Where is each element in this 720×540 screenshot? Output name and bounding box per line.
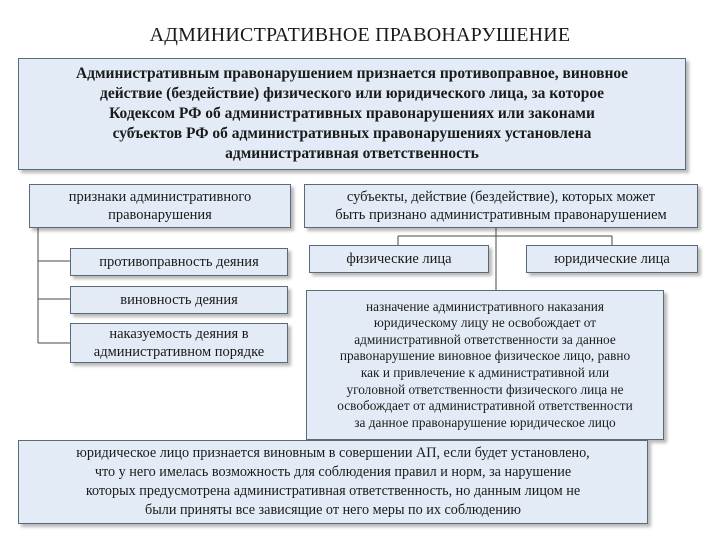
note-line: освобождает от административной ответственности <box>337 398 633 414</box>
punishability-box <box>70 323 288 363</box>
liability-note-box <box>306 290 664 440</box>
note-line: назначение административного наказания <box>365 298 605 314</box>
definition-box <box>18 58 686 170</box>
legal-guilt-line: что у него имелась возможность для соблюдения правил и норм, за нарушение <box>94 464 572 480</box>
unlawfulness-label: противоправность деяния <box>99 253 259 270</box>
signs-header-line: признаки административного <box>68 189 252 205</box>
definition-line: субъектов РФ об административных правонарушениях установлена <box>112 125 592 142</box>
note-line: за данное правонарушение юридическое лицо <box>354 414 616 430</box>
signs-header-line: правонарушения <box>108 207 212 223</box>
legal-guilt-line: были приняты все зависящие от него меры по их соблюдению <box>144 502 522 518</box>
note-line: административной ответственности за данное <box>354 331 616 347</box>
subjects-header-box <box>304 184 698 228</box>
definition-line: Кодексом РФ об административных правонарушениях или законами <box>109 105 595 122</box>
guilt-box <box>70 286 288 314</box>
note-line: уголовной ответственности физического лица не <box>346 381 624 397</box>
note-line: как и привлечение к административной или <box>360 365 610 380</box>
legal-entities-label: юридические лица <box>554 250 670 267</box>
note-line: правонарушение виновное физическое лицо, равно <box>339 348 631 364</box>
punishability-line: административном порядке <box>93 344 265 360</box>
unlawfulness-box <box>70 248 288 276</box>
legal-guilt-line: юридическое лицо признается виновным в совершении АП, если будет установлено, <box>76 445 590 461</box>
subjects-header-line: быть признано административным правонарушением <box>335 207 667 223</box>
legal-entity-guilt-box <box>18 440 648 524</box>
definition-line: Административным правонарушением признается противоправное, виновное <box>75 65 629 82</box>
legal-entities-box <box>526 245 698 273</box>
subjects-header-line: субъекты, действие (бездействие), которых может <box>346 189 656 205</box>
legal-guilt-line: которых предусмотрена административная ответственность, но данным лицом не <box>85 483 581 499</box>
guilt-label: виновность деяния <box>120 291 238 308</box>
physical-persons-box <box>309 245 489 273</box>
definition-line: административная ответственность <box>225 145 479 162</box>
physical-persons-label: физические лица <box>346 250 452 267</box>
page-title: АДМИНИСТРАТИВНОЕ ПРАВОНАРУШЕНИЕ <box>149 24 571 46</box>
signs-header-box <box>29 184 291 228</box>
definition-line: действие (бездействие) физического или юридического лица, за которое <box>99 85 604 102</box>
note-line: юридическому лицу не освобождает от <box>373 315 597 331</box>
punishability-line: наказуемость деяния в <box>109 326 249 342</box>
